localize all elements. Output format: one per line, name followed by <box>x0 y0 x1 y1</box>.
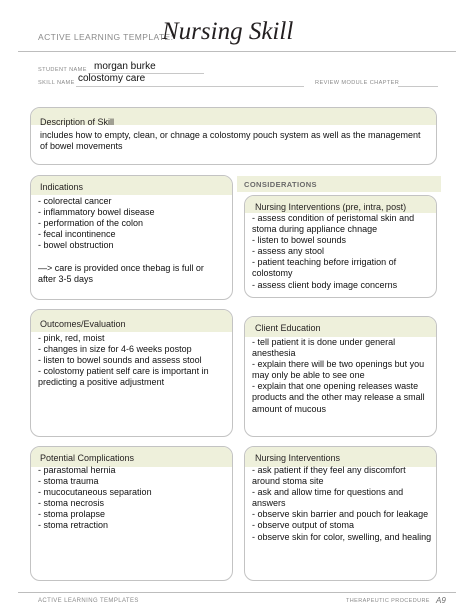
outcomes-text[interactable]: - pink, red, moist - changes in size for 4-6 weeks postop - listen to bowel sounds and assess stool - colostomy patient self care is important in predicting a positive adjustment <box>38 333 209 388</box>
outcomes-title: Outcomes/Evaluation <box>40 319 126 329</box>
template-label: ACTIVE LEARNING TEMPLATE: <box>38 32 174 42</box>
student-name-value[interactable]: morgan burke <box>94 61 156 72</box>
nursing-interventions-title: Nursing Interventions <box>255 453 341 463</box>
header-divider <box>18 51 456 52</box>
footer-right-label: THERAPEUTIC PROCEDURE <box>346 598 430 604</box>
review-module-line <box>398 86 438 87</box>
nursing-interventions-pip-box <box>244 195 437 298</box>
review-module-label: REVIEW MODULE CHAPTER <box>315 80 400 86</box>
footer-left-label: ACTIVE LEARNING TEMPLATES <box>38 598 139 604</box>
description-title: Description of Skill <box>40 117 115 127</box>
skill-name-label: SKILL NAME <box>38 80 75 86</box>
indications-title: Indications <box>40 182 84 192</box>
page-title: Nursing Skill <box>162 18 294 45</box>
client-education-title: Client Education <box>255 323 321 333</box>
complications-title: Potential Complications <box>40 453 135 463</box>
complications-text[interactable]: - parastomal hernia - stoma trauma - mucocutaneous separation - stoma necrosis - stoma prolapse - stoma retraction <box>38 465 152 531</box>
nursing-interventions-pip-text[interactable]: - assess condition of peristomal skin and stoma during appliance chnage - listen to bowel sounds - assess any stool - patient teaching before irrigation of colostomy - assess client body image concerns <box>252 213 415 290</box>
nursing-interventions-pip-title: Nursing Interventions (pre, intra, post) <box>255 202 407 212</box>
indications-box <box>30 175 233 300</box>
description-box <box>30 107 437 165</box>
outcomes-box <box>30 309 233 437</box>
considerations-label: CONSIDERATIONS <box>244 180 317 189</box>
page-number: A9 <box>436 596 446 605</box>
footer-divider <box>18 592 456 593</box>
nursing-interventions-box <box>244 446 437 581</box>
indications-text[interactable]: - colorectal cancer - inflammatory bowel disease - performation of the colon - fecal incontinence - bowel obstruction —> care is provided once thebag is full or after 3-5 days <box>38 196 204 284</box>
nursing-interventions-text[interactable]: - ask patient if they feel any discomfort around stoma site - ask and allow time for questions and answers - observe skin barrier and pouch for leakage - observe output of stoma - observe skin for color, swelling, and healing <box>252 465 432 542</box>
client-education-box <box>244 316 437 437</box>
student-name-label: STUDENT NAME <box>38 67 87 73</box>
skill-name-value[interactable]: colostomy care <box>78 73 146 84</box>
complications-box <box>30 446 233 581</box>
client-education-text[interactable]: - tell patient it is done under general anesthesia - explain there will be two openings but you may only be able to see one - explain that one opening releases waste products and the other may release a small amount of mucous <box>252 337 425 414</box>
description-text[interactable]: includes how to empty, clean, or chnage a colostomy pouch system as well as the management of bowel movements <box>40 130 421 152</box>
skill-name-line <box>76 86 304 87</box>
